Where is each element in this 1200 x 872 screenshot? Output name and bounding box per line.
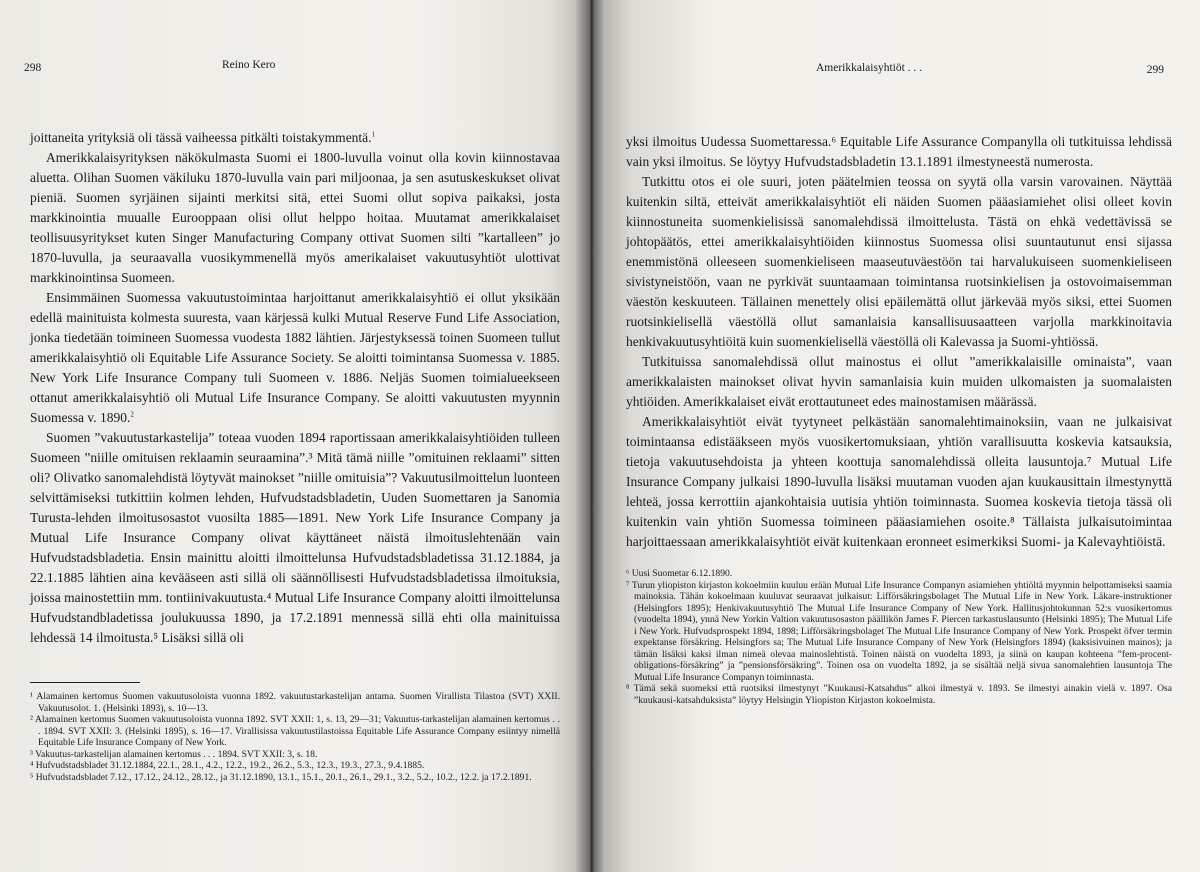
footnote: ¹ Alamainen kertomus Suomen vakuutusoloista vuonna 1892. vakuutustarkastelijan antama. Suomen Virallista Tilastoa (SVT) XXII. Vakuutusolot. 1. (Helsinki 1893), s. 10—13. <box>30 691 560 714</box>
left-page <box>0 0 588 872</box>
left-page-header <box>24 56 560 76</box>
right-page <box>594 0 1200 872</box>
footnote-marker: 1 <box>371 130 376 139</box>
right-running-head: Amerikkalaisyhtiöt . . . <box>816 62 923 74</box>
paragraph: Ensimmäinen Suomessa vakuutustoimintaa harjoittanut amerikkalaisyhtiö ei ollut yksikään edellä mainituista kolmesta suuresta, vaan kärjessä kulki Mutual Reserve Fund Life Association, jonka tiedetään toimineen Suomessa vuodesta 1882 lähtien. Järjestyksessä toinen Suomeen tullut amerikkalaisyhtiö oli Equitable Life Assurance Society. Se aloitti toimintansa Suomessa v. 1885. New York Life Insurance Company tuli Suomeen v. 1886. Neljäs Suomen toimialueekseen ottanut amerikkalaisyhtiö oli Mutual Life Insurance Company. Se aloitti vakuutusten myynnin Suomessa v. 1890.$^2$ <box>30 290 560 425</box>
paragraph: Amerikkalaisyrityksen näkökulmasta Suomi ei 1800-luvulla voinut olla kovin kiinnostavaa aluetta. Olihan Suomen väkiluku 1870-luvulla vain pari miljoonaa, ja sen asutuskeskukset olivat pieniä. Suomen syrjäinen sijainti merkitsi sitä, ettei Suomi ollut sopiva paikaksi, josta markkinointia muualle Eurooppaan olisi ollut helppo hoitaa. Muutamat amerikkalaiset teollisuusyritykset kuten Singer Manufacturing Company ottivat Suomen silti ”kartalleen” jo 1870-luvulla, ja seuraavalla vuosikymmenellä myös amerikalaiset vakuutusyhtiöt ulottivat markkinointinsa Suomeen. <box>30 150 560 285</box>
left-page-number: 298 <box>24 62 42 74</box>
footnote: ² Alamainen kertomus Suomen vakuutusoloista vuonna 1892. SVT XXII: 1, s. 13, 29—31; Vakuutus-tarkastelijan alamainen kertomus . . . 1894. SVT XXII: 3. (Helsinki 1895), s. 16—17. Virallisissa vakuutustilastoissa Equitable Life Assurance Company esiintyy nimellä Equitable Life Insurance Company of New York. <box>30 714 560 748</box>
paragraph: Tutkituissa sanomalehdissä ollut mainostus ei ollut ”amerikkalaisille ominaista”, vaan amerikkalaisten mainokset olivat hyvin samanlaisia kuin muiden ulkomaisten ja suomalaisten yhtiöiden. Amerikkalaiset eivät erottautuneet edes mainostamisen määrässä. <box>626 354 1172 409</box>
left-footnotes <box>30 691 560 783</box>
paragraph: Suomen ”vakuutustarkastelija” toteaa vuoden 1894 raportissaan amerikkalaisyhtiöiden tulleen Suomeen ”niille omituisen reklaamin seuraamina”.³ Mitä tämä niille ”omituinen reklaami” sitten oli? Olivatko sanomalehdistä löytyvät mainokset ”niille omituisia”? Vakuutusilmoittelun luonteen selvittämiseksi tutkittiin kolmen lehden, Hufvudstadsbladetin, Uuden Suomettaren ja Sanomia Turusta-lehden ilmoitusosastot vuosilta 1885—1891. New York Life Insurance Company ja Mutual Life Insurance Company olivat käyttäneet näistä ilmoituslehtenään vain Hufvudstadsbladetia. Ensin mainittu aloitti ilmoittelunsa Hufvudstadsbladetissa 31.12.1884, ja 22.1.1885 lähtien aina kevääseen asti sillä oli säännöllisesti Hufvudstadsbladetissa ilmoituksia, joissa mainostettiin mm. tontiinivakuutusta.⁴ Mutual Life Insurance Company aloitti ilmoittelunsa Hufvudstandbladetissa joulukuussa 1890, ja 17.2.1891 mennessä sillä ehti olla mainituissa lehdessä 14 ilmoitusta.⁵ Lisäksi sillä oli <box>30 430 561 645</box>
right-footnotes <box>626 568 1172 706</box>
footnote: ⁶ Uusi Suometar 6.12.1890. <box>626 568 733 579</box>
paragraph: joittaneita yrityksiä oli tässä vaiheessa pitkälti toistakymmentä.$^1$ <box>30 130 376 145</box>
book-gutter <box>576 0 606 872</box>
footnote-marker: 2 <box>130 410 134 419</box>
footnote: ⁵ Hufvudstadsbladet 7.12., 17.12., 24.12., 28.12., ja 31.12.1890, 13.1., 15.1., 20.1., 26.1., 29.1., 3.2., 5.2., 10.2., 12.2. ja 17.2.1891. <box>30 771 532 783</box>
footnote-rule <box>30 682 140 683</box>
right-page-header <box>626 56 1172 76</box>
right-body-text <box>626 132 1172 552</box>
paragraph: Amerikkalaisyhtiöt eivät tyytyneet pelkästään sanomalehtimainoksiin, vaan ne julkaisivat toimintaansa edistääkseen myös vuosikertomuksiaan, yhtiön varallisuutta koskevia katsauksia, tietoja vakuutusehdoista ja yhteen koottuja sanomalehdissä olleita lausuntoja.⁷ Mutual Life Insurance Company julkaisi 1890-luvulla lisäksi muutaman vuoden ajan kuukausittain ilmestynyttä lehteä, jossa kerrottiin ajankohtaisia uutisia yhtiön toiminnasta. Suomea koskevia tietoja tässä oli kuitenkin vain yhtiön Suomessa toimineen pääasiamiehen osoite.⁸ Tällaista julkaisutoimintaa harjoittaessaan amerikkalaisyhtiöt eivät kuitenkaan eronneet esimerkiksi Suomi- ja Kalevayhtiöistä. <box>626 414 1172 549</box>
footnote: ³ Vakuutus-tarkastelijan alamainen kertomus . . . 1894. SVT XXII: 3, s. 18. <box>30 748 318 760</box>
left-running-head: Reino Kero <box>222 59 276 71</box>
footnote: ⁴ Hufvudstadsbladet 31.12.1884, 22.1., 28.1., 4.2., 12.2., 19.2., 26.2., 5.3., 12.3., 19.3., 27.3., 9.4.1885. <box>30 760 425 771</box>
footnote: ⁸ Tämä sekä suomeksi että ruotsiksi ilmestynyt ”Kuukausi-Katsahdus” alkoi ilmestyä v. 1893. Se ilmestyi ainakin vielä v. 1897. Osa ”kuukausi-katsahduksista” löytyy Helsingin Yliopiston Kirjaston kokoelmista. <box>626 683 1172 706</box>
paragraph: yksi ilmoitus Uudessa Suomettaressa.⁶ Equitable Life Assurance Companylla oli tutkituissa lehdissä vain yksi ilmoitus. Se löytyy Hufvudstadsbladetin 13.1.1891 ilmestyneestä numerosta. <box>626 134 1172 169</box>
left-body-text <box>30 128 560 648</box>
right-page-number: 299 <box>1146 64 1164 76</box>
footnote: ⁷ Turun yliopiston kirjaston kokoelmiin kuuluu erään Mutual Life Insurance Companyn asiamiehen yhtiöltä myynnin helpottamiseksi saamia mainoksia. Tähän kokoelmaan kuuluvat seuraavat julkaisut: Lifförsäkringsbolaget The Mutual Life in New York. Läkare-instruktioner (Helsingfors 1895); Henkivakuutusyhtiö The Mutual Life Insurance Company of New York. Hallitusjohtokunnan 52:s vuosikertomus (vuodelta 1894), ynnä New Yorkin Valtion vakuutusosaston päällikön James F. Piercen tarkastuslausunto (Helsinki 1895); The Mutual Life i New York. Hufvudsprospekt 1894, 1898; Lifförsäkringsbolaget The Mutual Life Insurance Company of New York. Prospekt öfver termin expektanse försäkring. Helsingfors sa; The Mutual Life Insurance Company of New York (Helsingfors 1894) (kaksisivuinen mainos); ja tämän lisäksi kaksi ilman nimeä olevaa mainoslehtistä. Toinen näistä on vuodelta 1893, ja siinä on kaupan kohteena ”fem-procent-obligations-försäkring” ja ”pensionsförsäkring”. Toinen osa on vuodelta 1892, ja se sisältää neljä sivua sanomalehtien lausuntoja The Mutual Life Insurance Companyn toiminnasta. <box>626 579 1172 683</box>
paragraph: Tutkittu otos ei ole suuri, joten päätelmien teossa on syytä olla varsin varovainen. Näyttää kuitenkin siltä, etteivät amerikkalaisyhtiöt eli näiden Suomen pääasiamiehet olisi olleet kovin kiinnostuneita suomenkielisissä sanomalehdissä ilmoittelusta. Tästä on ehkä vedettävissä se johtopäätös, ettei amerikkalaisyhtiöiden kiinnostus Suomessa olisi suuntautunut ensi sijassa enemmistönä olleeseen suomenkieliseen maaseutuväestöön tai harvalukuiseen suomenkieliseen sivistyneistöön, vaan ne pyrkivät suuntaamaan toimintansa ruotsinkielisen ja ostovoimaisemman väestön keskuuteen. Tällainen menettely olisi epäilemättä ollut järkevää myös siksi, ettei Suomen ruotsinkielisellä väestöllä ollut samanlaisia kansallisuusaatteen varjolla markkinoitavia henkivakuutusyhtiöitä kuin suomenkielisellä väestöllä oli Kalevassa ja Suomi-yhtiössä. <box>626 174 1172 349</box>
